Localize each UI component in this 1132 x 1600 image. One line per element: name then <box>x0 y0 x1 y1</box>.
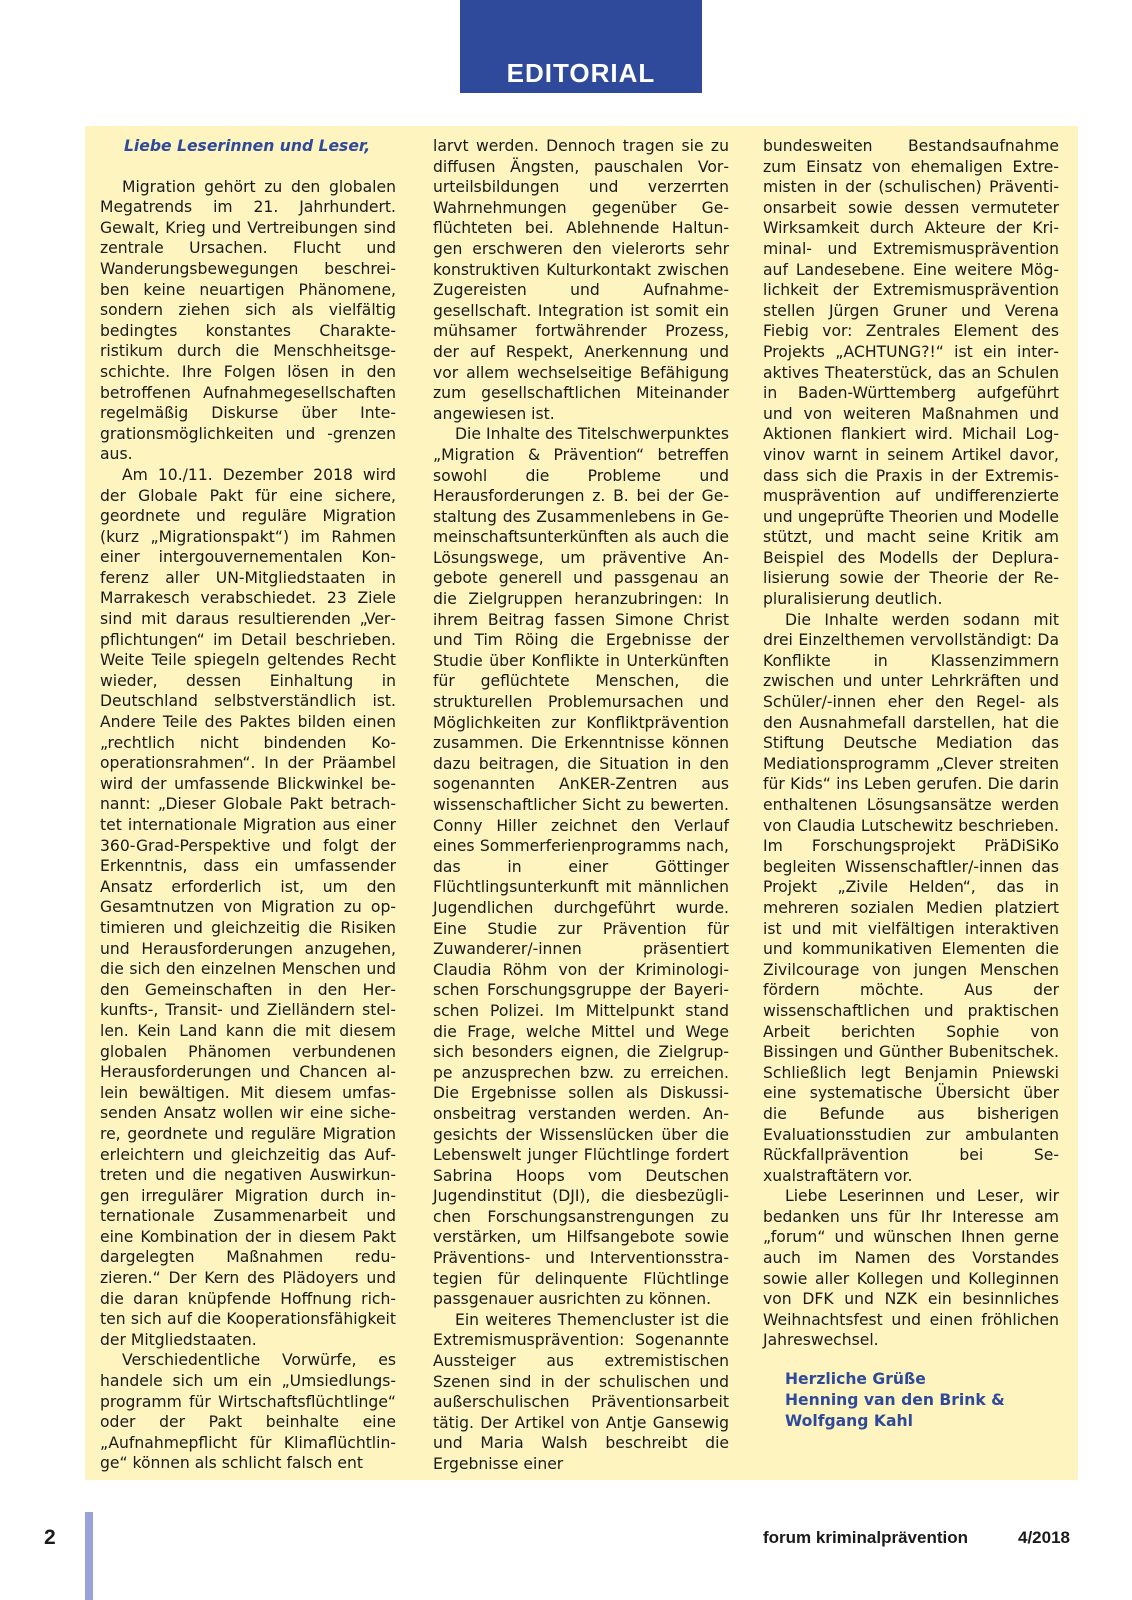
salutation: Liebe Leserinnen und Leser, <box>124 137 371 155</box>
section-title: EDITORIAL <box>506 58 656 88</box>
issue-number: 4/2018 <box>1018 1528 1070 1547</box>
section-header <box>460 0 702 93</box>
paragraph: Die Inhalte werden sodann mit drei Einzelthemen vervollständigt: Da Konflikte in Klassenzimmern zwischen und unter Lehrkräften und Schüler/-innen eher den Regel- als den Ausnahmefall darstellen, hat die Stiftung Deutsche Mediation das Mediationsprogramm „Clever streiten für Kids“ ins Leben gerufen. Die darin enthaltenen Lösungsansätze werden von Claudia Lutschewitz beschrieben. Im Forschungsprojekt PräDiSiKo begleiten Wissenschaftler/-innen das Projekt „Zivile Helden“, das in mehreren sozialen Medien platziert ist und mit vielfältigen interaktiven und kommunikativen Elementen die Zivilcourage von jungen Menschen fördern möchte. Aus der wissenschaftlichen und praktischen Arbeit berichten Sophie von Bissingen und Günther Bubenitschek. Schließlich legt Benjamin Pniewski eine systematische Übersicht über die Befunde aus bisherigen Evaluationsstudien zur ambulanten Rückfallprävention bei Sexualstraftätern vor. <box>763 610 1059 1185</box>
paragraph: Migration gehört zu den globalen Megatrends im 21. Jahrhundert. Gewalt, Krieg und Vertreibungen sind zentrale Ursachen. Flucht und Wanderungsbewegungen beschreiben keine neuartigen Phänomene, sondern ziehen sich als vielfältig bedingtes konstantes Charakteristikum durch die Menschheitsgeschichte. Ihre Folgen lösen in den betroffenen Aufnahmegesellschaften regelmäßig Diskurse über Integrationsmöglichkeiten und -grenzen aus. <box>100 177 396 464</box>
column-2 <box>433 136 729 1475</box>
paragraph: Liebe Leserinnen und Leser, wir bedanken uns für Ihr Interesse am „forum“ und wünschen Ihnen gerne auch im Namen des Vorstandes sowie aller Kollegen und Kolleginnen von DFK und NZK ein besinnliches Weihnachtsfest und einen fröhlichen Jahreswechsel. <box>763 1187 1059 1350</box>
paragraph: Ein weiteres Themencluster ist die Extremismusprävention: Sogenannte Aussteiger aus extremistischen Szenen sind in der schulischen und außerschulischen Präventionsarbeit tätig. Der Artikel von Antje Gansewig und Maria Walsh beschreibt die Ergebnisse einer <box>433 1310 729 1473</box>
column-1 <box>100 136 396 1474</box>
paragraph: bundesweiten Bestandsaufnahme zum Einsatz von ehemaligen Extremisten in der (schulischen) Präventionsarbeit sowie dessen vermuteter Wirksamkeit durch Akteure der Kriminal- und Extremismusprävention auf Landesebene. Eine weitere Möglichkeit der Extremismusprävention stellen Jürgen Gruner und Verena Fiebig vor: Zentrales Element des Projekts „ACHTUNG?!“ ist ein interaktives Theaterstück, das an Schulen in Baden-Württemberg aufgeführt und von weiteren Maßnahmen und Aktionen flankiert wird. Michail Logvinov warnt in seinem Artikel davor, dass sich die Praxis in der Extremismusprävention auf undifferenzierte und ungeprüfte Theorien und Modelle stützt, und macht seine Kritik am Beispiel des Modells der Depluralisierung sowie der Theorie der Repluralisierung deutlich. <box>763 137 1059 609</box>
paragraph: larvt werden. Dennoch tragen sie zu diffusen Ängsten, pauschalen Vorurteilsbildungen und verzerrten Wahrnehmungen gegenüber Geflüchteten bei. Ablehnende Haltungen erschweren den vielerorts sehr konstruktiven Kulturkontakt zwischen Zugereisten und Aufnahmegesellschaft. Integration ist somit ein mühsamer fortwährender Prozess, der auf Respekt, Anerkennung und vor allem wechselseitige Befähigung zum gesellschaftlichen Miteinander angewiesen ist. <box>433 137 729 423</box>
page-number: 2 <box>44 1526 56 1549</box>
paragraph: Am 10./11. Dezember 2018 wird der Globale Pakt für eine sichere, geordnete und reguläre Migration (kurz „Migrationspakt“) im Rahmen einer intergouvernementalen Konferenz aller UN-Mitgliedstaaten in Marrakesch verabschiedet. 23 Ziele sind mit daraus resultierenden „Verpflichtungen“ im Detail beschrieben. Weite Teile spiegeln geltendes Recht wieder, dessen Einhaltung in Deutschland selbstverständlich ist. Andere Teile des Paktes bilden einen „rechtlich nicht bindenden Kooperationsrahmen“. In der Präambel wird der umfassende Blickwinkel benannt: „Dieser Globale Pakt betrachtet internationale Migration aus einer 360-Grad-Perspektive und folgt der Erkenntnis, dass ein umfassender Ansatz erforderlich ist, um den Gesamtnutzen von Migration zu optimieren und gleichzeitig die Risiken und Herausforderungen anzugehen, die sich den einzelnen Menschen und den Gemeinschaften in den Herkunfts-, Transit- und Zielländern stellen. Kein Land kann die mit diesem globalen Phänomen verbundenen Herausforderungen und Chancen allein bewältigen. Mit diesem umfassenden Ansatz wollen wir eine sichere, geordnete und reguläre Migration erleichtern und gleichzeitig das Auftreten und die negativen Auswirkungen irregulärer Migration durch internationale Zusammenarbeit und eine Kombination der in diesem Pakt dargelegten Maßnahmen reduzieren.“ Der Kern des Plädoyers und die daran knüpfende Hoffnung richten sich auf die Kooperationsfähigkeit der Mitgliedstaaten. <box>100 465 396 1349</box>
footer-accent-bar <box>85 1512 93 1600</box>
signature <box>763 1369 1059 1432</box>
column-3 <box>763 136 1059 1432</box>
paragraph: Die Inhalte des Titelschwerpunktes „Migration & Prävention“ betreffen sowohl die Probleme und Herausforderungen z. B. bei der Gestaltung des Zusammenlebens in Gemeinschaftsunterkünften als auch die Lösungswege, um präventive Angebote generell und passgenau an die Zielgruppen heranzubringen: In ihrem Beitrag fassen Simone Christ und Tim Röing die Ergebnisse der Studie über Konflikte in Unterkünften für geflüchtete Menschen, die strukturellen Problemursachen und Möglichkeiten zur Konfliktprävention zusammen. Die Erkenntnisse können dazu beitragen, die Situation in den sogenannten AnKER-Zentren aus wissenschaftlicher Sicht zu bewerten. Conny Hiller zeichnet den Verlauf eines Sommerferienprogramms nach, das in einer Göttinger Flüchtlingsunterkunft mit männlichen Jugendlichen durchgeführt wurde. Eine Studie zur Prävention für Zuwanderer/-innen präsentiert Claudia Röhm von der Kriminologischen Forschungsgruppe der Bayerischen Polizei. Im Mittelpunkt stand die Frage, welche Mittel und Wege sich besonders eignen, die Zielgruppe anzusprechen bzw. zu erreichen. Die Ergebnisse sollen als Diskussionsbeitrag verstanden werden. Angesichts der Wissenslücken über die Lebenswelt junger Flüchtlinge fordert Sabrina Hoops vom Deutschen Jugendinstitut (DJI), die diesbezüglichen Forschungsanstrengungen zu verstärken, um Hilfsangebote sowie Präventions- und Interventionsstrategien für delinquente Flüchtlinge passgenauer ausrichten zu können. <box>433 425 729 1309</box>
paragraph: Verschiedentliche Vorwürfe, es handele sich um ein „Umsiedlungsprogramm für Wirtschaftsflüchtlinge“ oder der Pakt beinhalte eine „Aufnahmepflicht für Klimaflüchtlinge“ können als schlicht falsch ent <box>100 1351 396 1473</box>
signature-greeting: Herzliche Grüße <box>785 1370 926 1389</box>
signature-author: Wolfgang Kahl <box>785 1412 913 1431</box>
journal-name: forum kriminalprävention <box>763 1528 968 1547</box>
signature-author: Henning van den Brink & <box>785 1391 1005 1410</box>
